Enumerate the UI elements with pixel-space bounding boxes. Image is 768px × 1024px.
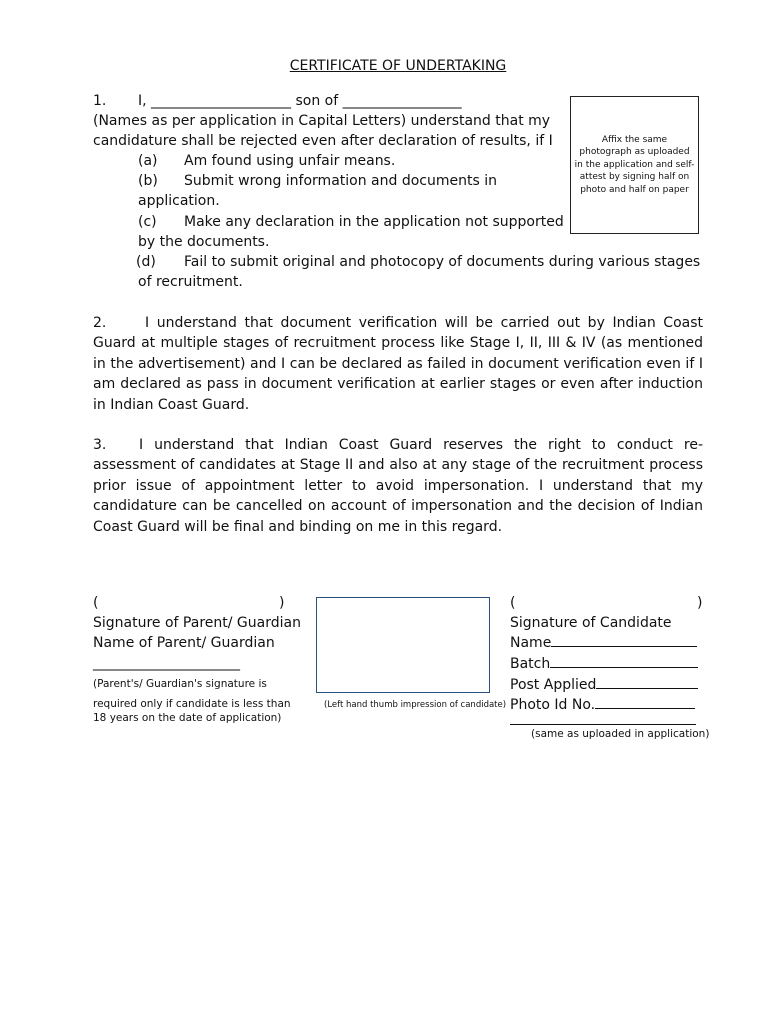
parent-name-label: Name of Parent/ Guardian xyxy=(93,635,275,651)
parent-name-blank[interactable]: _____________________ xyxy=(93,655,240,671)
candidate-batch-field[interactable] xyxy=(550,655,698,668)
item-a-text: Am found using unfair means. xyxy=(184,153,396,169)
candidate-photoid-label: Photo Id No. xyxy=(510,697,596,713)
parent-note-2: required only if candidate is less than xyxy=(93,698,291,710)
item-b-text-1: Submit wrong information and documents in xyxy=(184,173,497,189)
item-c-text-2: by the documents. xyxy=(138,234,270,250)
para3 xyxy=(93,435,703,537)
candidate-photoid-extra-line[interactable] xyxy=(510,724,696,725)
para2 xyxy=(93,313,703,415)
item-c-text-1: Make any declaration in the application not supported xyxy=(184,214,564,230)
candidate-close-paren: ) xyxy=(697,595,703,611)
parent-signature-label: Signature of Parent/ Guardian xyxy=(93,615,301,631)
item-a-label: (a) xyxy=(138,153,158,169)
candidate-name-field[interactable] xyxy=(551,634,697,647)
parent-note-3: 18 years on the date of application) xyxy=(93,712,282,724)
candidate-signature-label: Signature of Candidate xyxy=(510,615,672,631)
parent-note-1: (Parent's/ Guardian's signature is xyxy=(93,678,267,690)
thumb-impression-box xyxy=(316,597,490,693)
candidate-batch-label: Batch xyxy=(510,656,551,672)
para1-line2: (Names as per application in Capital Letters) understand that my xyxy=(93,113,551,129)
thumb-caption: (Left hand thumb impression of candidate) xyxy=(324,700,507,710)
candidate-open-paren: ( xyxy=(510,595,516,611)
candidate-name-label: Name xyxy=(510,635,552,651)
candidate-name-row xyxy=(510,633,697,653)
candidate-batch-row xyxy=(510,654,698,674)
item-d-text-1: Fail to submit original and photocopy of documents during various stages xyxy=(184,254,701,270)
para1-number: 1. xyxy=(93,93,107,109)
candidate-photoid-field[interactable] xyxy=(595,696,695,709)
para2-number: 2. xyxy=(93,315,107,331)
candidate-post-field[interactable] xyxy=(596,676,698,689)
item-b-text-2: application. xyxy=(138,193,220,209)
candidate-post-label: Post Applied xyxy=(510,677,597,693)
candidate-post-row xyxy=(510,675,698,695)
photo-box xyxy=(570,96,699,234)
candidate-note: (same as uploaded in application) xyxy=(531,728,710,740)
parent-open-paren: ( xyxy=(93,595,99,611)
parent-close-paren: ) xyxy=(279,595,285,611)
item-d-text-2: of recruitment. xyxy=(138,274,243,290)
item-b-label: (b) xyxy=(138,173,158,189)
candidate-photoid-row xyxy=(510,695,695,715)
photo-instruction: Affix the same photograph as uploaded in the application and self-attest by signing half on photo and half on paper xyxy=(574,134,695,195)
para1-line3: candidature shall be rejected even after declaration of results, if I xyxy=(93,133,553,149)
para1-line1: I, ____________________ son of _________________ xyxy=(138,93,462,109)
item-c-label: (c) xyxy=(138,214,157,230)
item-d-label: (d) xyxy=(136,254,156,270)
page-title: CERTIFICATE OF UNDERTAKING xyxy=(289,58,507,74)
para3-text: I understand that Indian Coast Guard reserves the right to conduct re-assessment of candidates at Stage II and also at any stage of the recruitment process prior issue of appointment letter to avoid impersonation. I understand that my candidature can be cancelled on account of impersonation and the decision of Indian Coast Guard will be final and binding on me in this regard. xyxy=(93,437,703,535)
para2-text: I understand that document verification will be carried out by Indian Coast Guard at multiple stages of recruitment process like Stage I, II, III & IV (as mentioned in the advertisement) and I can be declared as failed in document verification even if I am declared as pass in document verification at earlier stages or even after induction in Indian Coast Guard. xyxy=(93,315,703,413)
para3-number: 3. xyxy=(93,437,107,453)
